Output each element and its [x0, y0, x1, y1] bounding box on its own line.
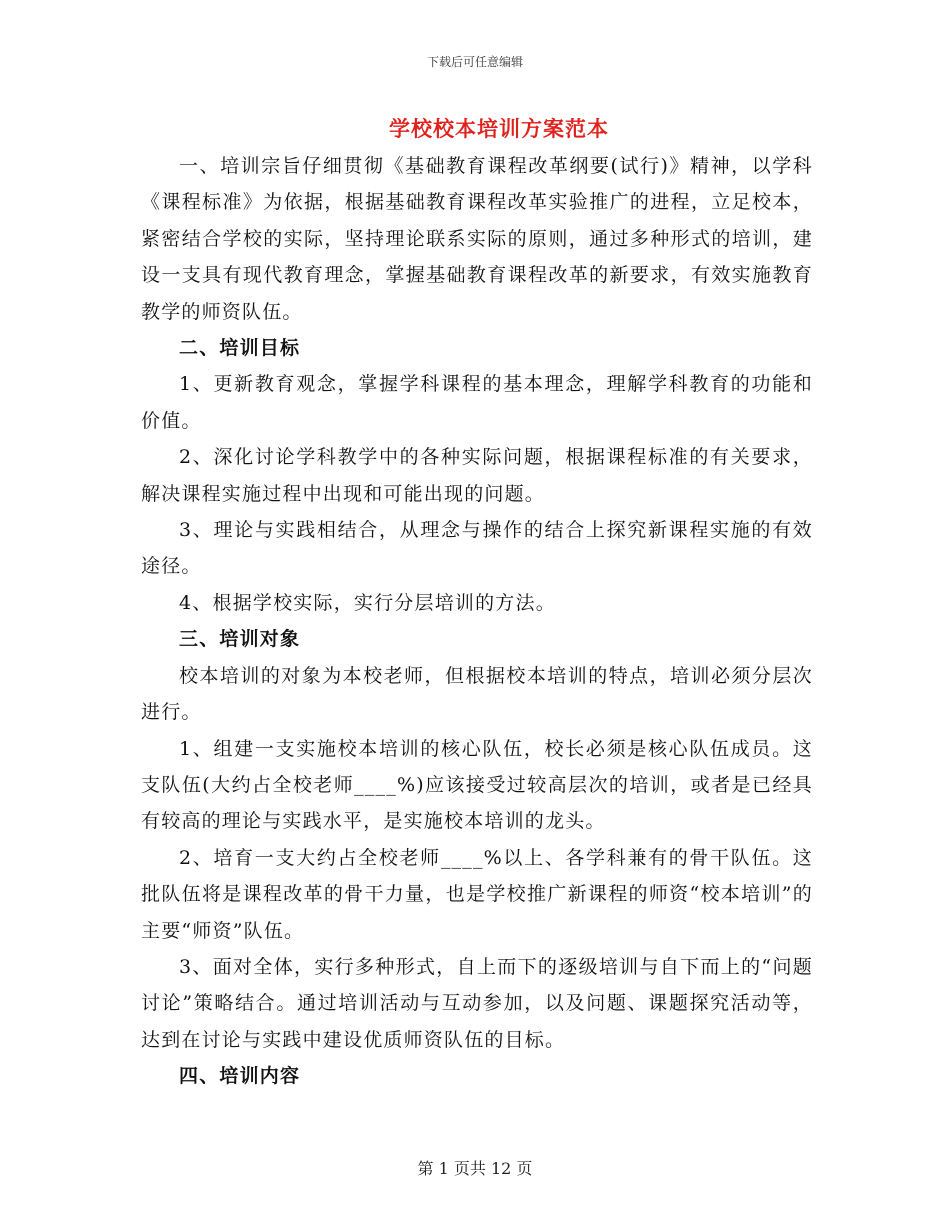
paragraph-goal-1: 1、更新教育观念，掌握学科课程的基本理念，理解学科教育的功能和价值。: [141, 373, 813, 432]
paragraph-purpose: 一、培训宗旨仔细贯彻《基础教育课程改革纲要(试行)》精神，以学科《课程标准》为依据，根据基础教育课程改革实验推广的进程，立足校本，紧密结合学校的实际，坚持理论联系实际的原则，通过多种形式的培训，建设一支具有现代教育理念，掌握基础教育课程改革的新要求，有效实施教育教学的师资队伍。: [141, 155, 813, 323]
section-heading-targets: 三、培训对象: [179, 628, 301, 651]
paragraph-target-3: 3、面对全体，实行多种形式，自上而下的逐级培训与自下而上的“问题讨论”策略结合。通过培训活动与互动参加，以及问题、课题探究活动等，达到在讨论与实践中建设优质师资队伍的目标。: [141, 955, 813, 1051]
page-footer: 第 1 页共 12 页: [417, 1159, 533, 1178]
section-heading-content: 四、培训内容: [179, 1065, 301, 1088]
paragraph-target-1: 1、组建一支实施校本培训的核心队伍，校长必须是核心队伍成员。这支队伍(大约占全校老师____%)应该接受过较高层次的培训，或者是已经具有较高的理论与实践水平，是实施校本培训的龙头。: [141, 737, 813, 833]
paragraph-goal-3: 3、理论与实践相结合，从理念与操作的结合上探究新课程实施的有效途径。: [141, 519, 813, 578]
paragraph-goal-4: 4、根据学校实际，实行分层培训的方法。: [179, 591, 556, 614]
section-heading-goals: 二、培训目标: [179, 337, 301, 360]
paragraph-goal-2: 2、深化讨论学科教学中的各种实际问题，根据课程标准的有关要求，解决课程实施过程中出现和可能出现的问题。: [141, 446, 813, 505]
document-title: 学校校本培训方案范本: [389, 116, 609, 141]
document-body: [141, 148, 813, 1095]
paragraph-target-2: 2、培育一支大约占全校老师____%以上、各学科兼有的骨干队伍。这批队伍将是课程改革的骨干力量，也是学校推广新课程的师资“校本培训”的主要“师资”队伍。: [141, 846, 813, 942]
header-note: 下载后可任意编辑: [426, 55, 523, 69]
paragraph-targets-intro: 校本培训的对象为本校老师，但根据校本培训的特点，培训必须分层次进行。: [141, 664, 813, 724]
